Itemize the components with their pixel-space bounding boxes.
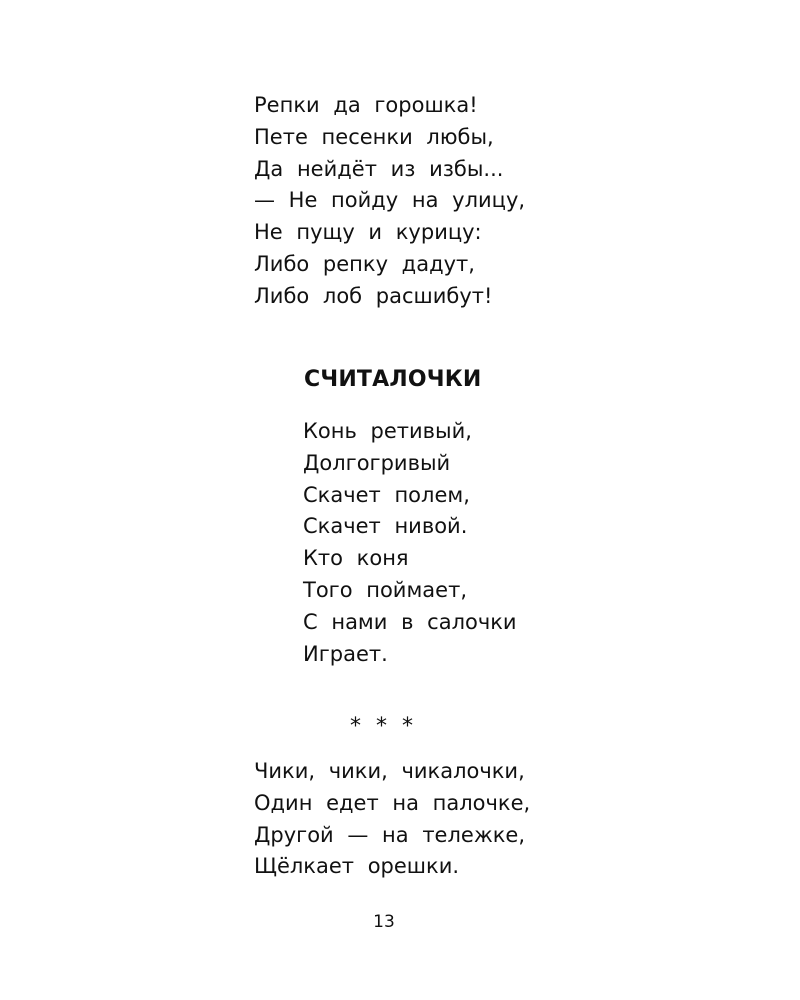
poem-line: Пете песенки любы,: [254, 124, 494, 149]
asterism-separator: * * *: [350, 714, 413, 739]
poem-line: Скачет нивой.: [303, 514, 468, 539]
section-heading: СЧИТАЛОЧКИ: [304, 367, 482, 392]
poem-line: Щёлкает орешки.: [254, 854, 460, 879]
poem-line: Один едет на палочке,: [254, 790, 531, 815]
poem-line: Долгогривый: [303, 450, 451, 475]
poem-line: Чики, чики, чикалочки,: [254, 759, 525, 783]
poem-line: Репки да горошка!: [254, 93, 478, 117]
counting-rhyme-2: [254, 756, 530, 883]
poem-line: Играет.: [303, 641, 388, 666]
poem-line: — Не пойду на улицу,: [254, 188, 526, 213]
page-number: 13: [373, 912, 395, 932]
poem-ending-stanza: [254, 90, 525, 313]
poem-line: Другой — на тележке,: [254, 822, 526, 847]
poem-line: Да нейдёт из избы...: [254, 156, 504, 181]
poem-line: С нами в салочки: [303, 609, 517, 634]
poem-line: Либо репку дадут,: [254, 251, 475, 276]
poem-line: Либо лоб расшибут!: [254, 283, 493, 308]
counting-rhyme-1: [303, 416, 517, 670]
poem-line: Скачет полем,: [303, 482, 470, 507]
poem-line: Не пущу и курицу:: [254, 220, 482, 245]
poem-line: Конь ретивый,: [303, 419, 472, 443]
poem-line: Того поймает,: [303, 577, 467, 602]
poem-line: Кто коня: [303, 546, 409, 571]
